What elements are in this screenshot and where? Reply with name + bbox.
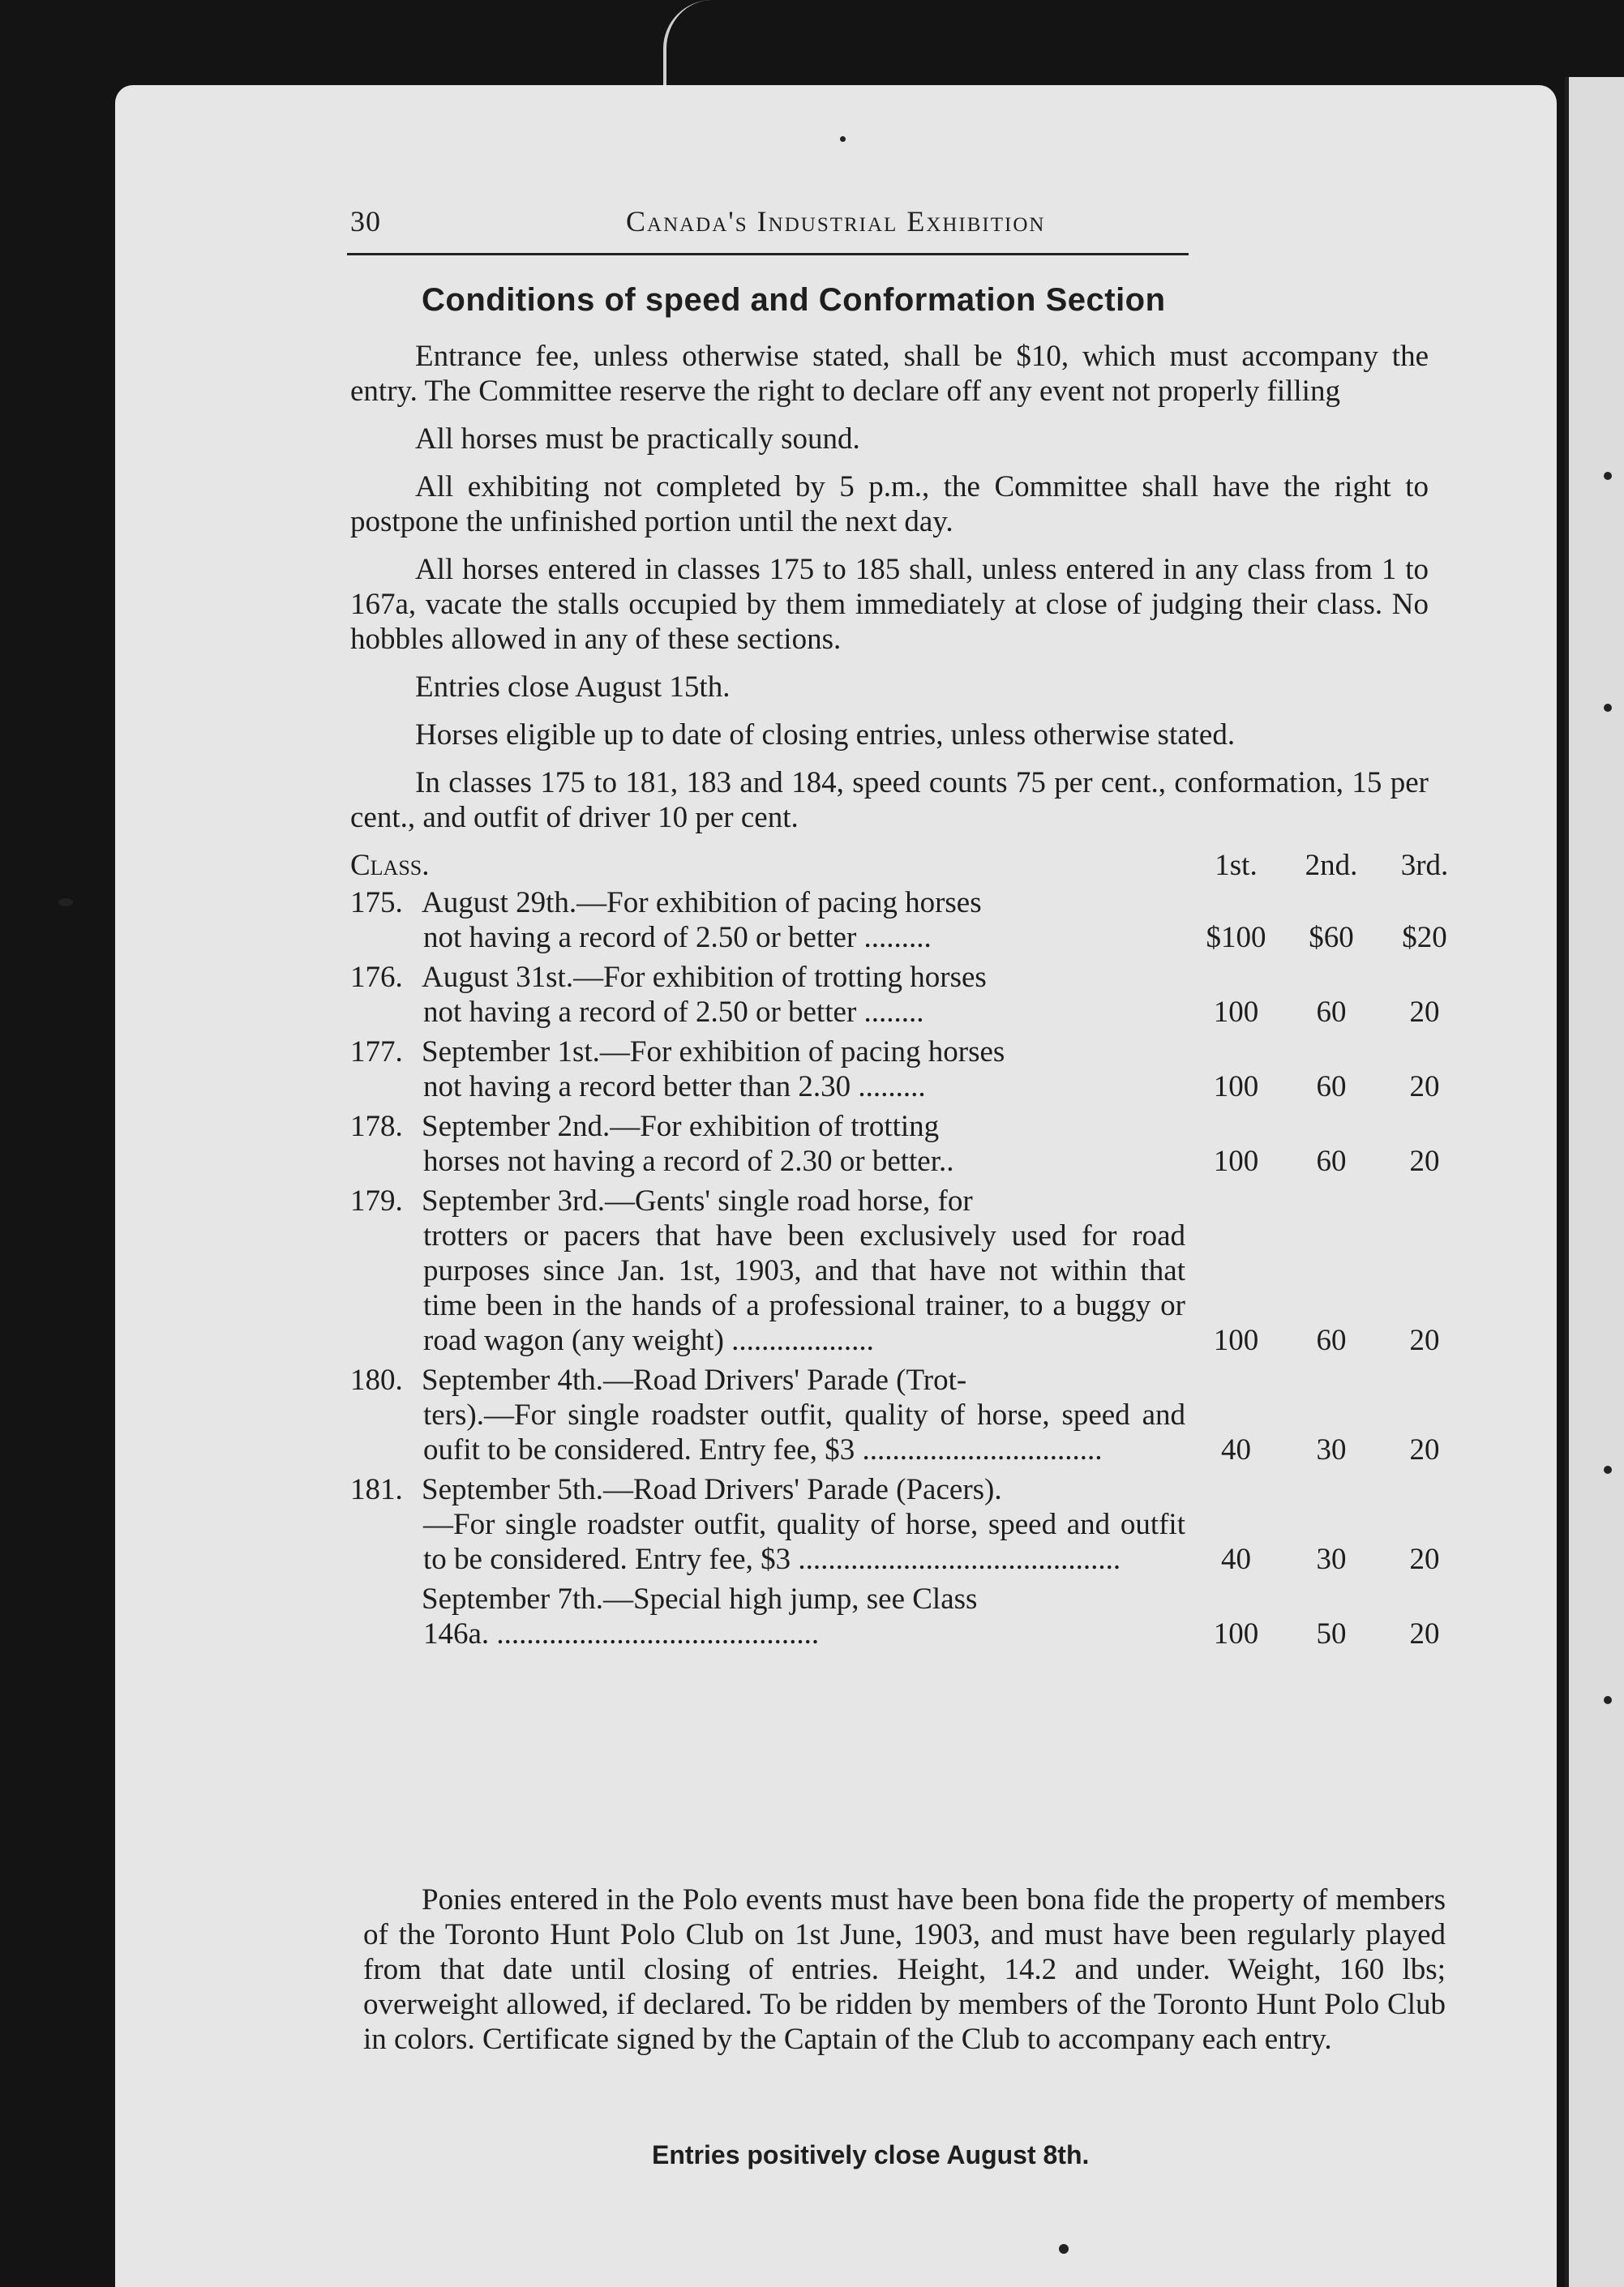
class-number: 175. — [350, 886, 403, 919]
class-description — [350, 1472, 1185, 1577]
prize-second: 60 — [1316, 1324, 1347, 1357]
scan-speck — [1604, 472, 1612, 480]
paragraph: Entries close August 15th. — [415, 670, 731, 704]
prize-first: 40 — [1221, 1433, 1251, 1467]
paragraph: Horses eligible up to date of closing entries, unless otherwise stated. — [415, 718, 1236, 752]
class-title: September 4th.—Road Drivers' Parade (Trot- — [422, 1364, 967, 1397]
class-detail: not having a record of 2.50 or better ......... — [423, 921, 932, 954]
paragraph: In classes 175 to 181, 183 and 184, speed counts 75 per cent., conformation, 15 per cent., and outfit of driver 10 per cent. — [350, 766, 1429, 834]
class-detail: not having a record better than 2.30 ......... — [423, 1070, 926, 1103]
table-row — [350, 1472, 1440, 1577]
class-number: 178. — [350, 1110, 403, 1143]
class-title: August 31st.—For exhibition of trotting horses — [422, 961, 987, 994]
table-row — [350, 1034, 1440, 1104]
class-description — [350, 885, 1185, 955]
class-title: September 5th.—Road Drivers' Parade (Pacers). — [422, 1473, 1002, 1506]
scan-speck — [840, 136, 846, 142]
scan-speck — [1059, 2244, 1069, 2254]
scan-speck — [1604, 1696, 1612, 1704]
class-description — [350, 1582, 1185, 1651]
class-detail: 146a. ........................................... — [423, 1617, 820, 1651]
paragraph: All horses entered in classes 175 to 185 shall, unless entered in any class from 1 to 167a, vacate the stalls occupied by them immediately at close of judging their class. No hobbles allowed in any of these sections. — [350, 553, 1429, 656]
class-detail: —For single roadster outfit, quality of horse, speed and outfit to be considered. Entry fee, $3 ........................................... — [423, 1508, 1185, 1576]
class-number: 176. — [350, 961, 403, 994]
prize-third: 20 — [1409, 1543, 1440, 1576]
prize-first: 100 — [1213, 1324, 1259, 1357]
prize-first: 100 — [1213, 1617, 1259, 1651]
page-fold-line — [1565, 77, 1569, 2287]
class-number: 179. — [350, 1184, 403, 1218]
paragraph: Entrance fee, unless otherwise stated, shall be $10, which must accompany the entry. The Committee reserve the right to declare off any event not properly filling — [350, 340, 1429, 408]
table-row — [350, 1184, 1440, 1358]
class-description — [350, 1184, 1185, 1358]
class-title: September 1st.—For exhibition of pacing horses — [422, 1035, 1005, 1069]
prize-second: 30 — [1316, 1433, 1347, 1467]
paragraph: All exhibiting not completed by 5 p.m., the Committee shall have the right to postpone the unfinished portion until the next day. — [350, 470, 1429, 538]
prize-first: $100 — [1206, 921, 1266, 954]
adjacent-page-edge — [1565, 77, 1624, 2287]
class-title: August 29th.—For exhibition of pacing horses — [422, 886, 982, 919]
column-header-first: 1st. — [1215, 849, 1258, 882]
table-row — [350, 885, 1447, 955]
prize-first: 40 — [1221, 1543, 1251, 1576]
class-description — [350, 960, 1185, 1030]
table-row — [350, 960, 1440, 1030]
class-detail: trotters or pacers that have been exclusively used for road purposes since Jan. 1st, 1903, and that have not within that time been in the hands of a professional trainer, to a buggy or road wagon (any weight) ................... — [423, 1219, 1185, 1357]
prize-second: $60 — [1309, 921, 1354, 954]
prize-first: 100 — [1213, 996, 1259, 1029]
table-row — [350, 1363, 1440, 1467]
running-title: Canada's Industrial Exhibition — [626, 205, 1046, 238]
section-title: Conditions of speed and Conformation Section — [422, 282, 1166, 318]
class-detail: not having a record of 2.50 or better ........ — [423, 996, 924, 1029]
class-title: September 2nd.—For exhibition of trotting — [422, 1110, 940, 1143]
prize-third: 20 — [1409, 1070, 1440, 1103]
header-rule — [347, 253, 1189, 255]
class-description — [350, 1109, 1185, 1179]
prize-third: $20 — [1402, 921, 1447, 954]
column-header-second: 2nd. — [1305, 849, 1358, 882]
paragraph: All horses must be practically sound. — [415, 422, 860, 456]
page-header — [350, 201, 1429, 242]
class-number: 181. — [350, 1473, 403, 1506]
prize-second: 60 — [1316, 996, 1347, 1029]
prize-third: 20 — [1409, 1145, 1440, 1178]
prize-first: 100 — [1213, 1145, 1259, 1178]
class-number: 177. — [350, 1035, 403, 1069]
column-header-third: 3rd. — [1400, 849, 1449, 882]
class-detail: ters).—For single roadster outfit, quality of horse, speed and oufit to be considered. Entry fee, $3 ................................ — [423, 1398, 1185, 1467]
scan-speck — [1604, 704, 1612, 712]
scan-speck — [58, 898, 73, 906]
column-header-class: Class. — [350, 849, 430, 882]
prize-second: 60 — [1316, 1070, 1347, 1103]
prize-third: 20 — [1409, 1324, 1440, 1357]
table-row — [350, 1582, 1440, 1651]
polo-note: Ponies entered in the Polo events must have been bona fide the property of members of the Toronto Hunt Polo Club on 1st June, 1903, and must have been regularly played from that date until closing of entries. Height, 14.2 and under. Weight, 160 lbs; overweight allowed, if declared. To be ridden by members of the Toronto Hunt Polo Club in colors. Certificate signed by the Captain of the Club to accompany each entry. — [363, 1883, 1446, 2056]
prize-table — [350, 885, 1447, 1651]
class-number: 180. — [350, 1364, 403, 1397]
prize-third: 20 — [1409, 1433, 1440, 1467]
binding-edge — [663, 0, 731, 89]
page-number: 30 — [350, 205, 381, 238]
class-title: September 7th.—Special high jump, see Class — [422, 1582, 978, 1616]
class-detail: horses not having a record of 2.30 or better.. — [423, 1145, 954, 1178]
prize-second: 60 — [1316, 1145, 1347, 1178]
prize-first: 100 — [1213, 1070, 1259, 1103]
class-description — [350, 1034, 1185, 1104]
class-description — [350, 1363, 1185, 1467]
closing-notice: Entries positively close August 8th. — [652, 2140, 1090, 2169]
section-body — [350, 339, 1449, 1656]
prize-third: 20 — [1409, 1617, 1440, 1651]
prize-third: 20 — [1409, 996, 1440, 1029]
prize-second: 30 — [1316, 1543, 1347, 1576]
scan-speck — [1604, 1466, 1612, 1474]
table-header — [350, 848, 1449, 885]
class-title: September 3rd.—Gents' single road horse, for — [422, 1184, 973, 1218]
table-row — [350, 1109, 1440, 1179]
prize-second: 50 — [1316, 1617, 1347, 1651]
